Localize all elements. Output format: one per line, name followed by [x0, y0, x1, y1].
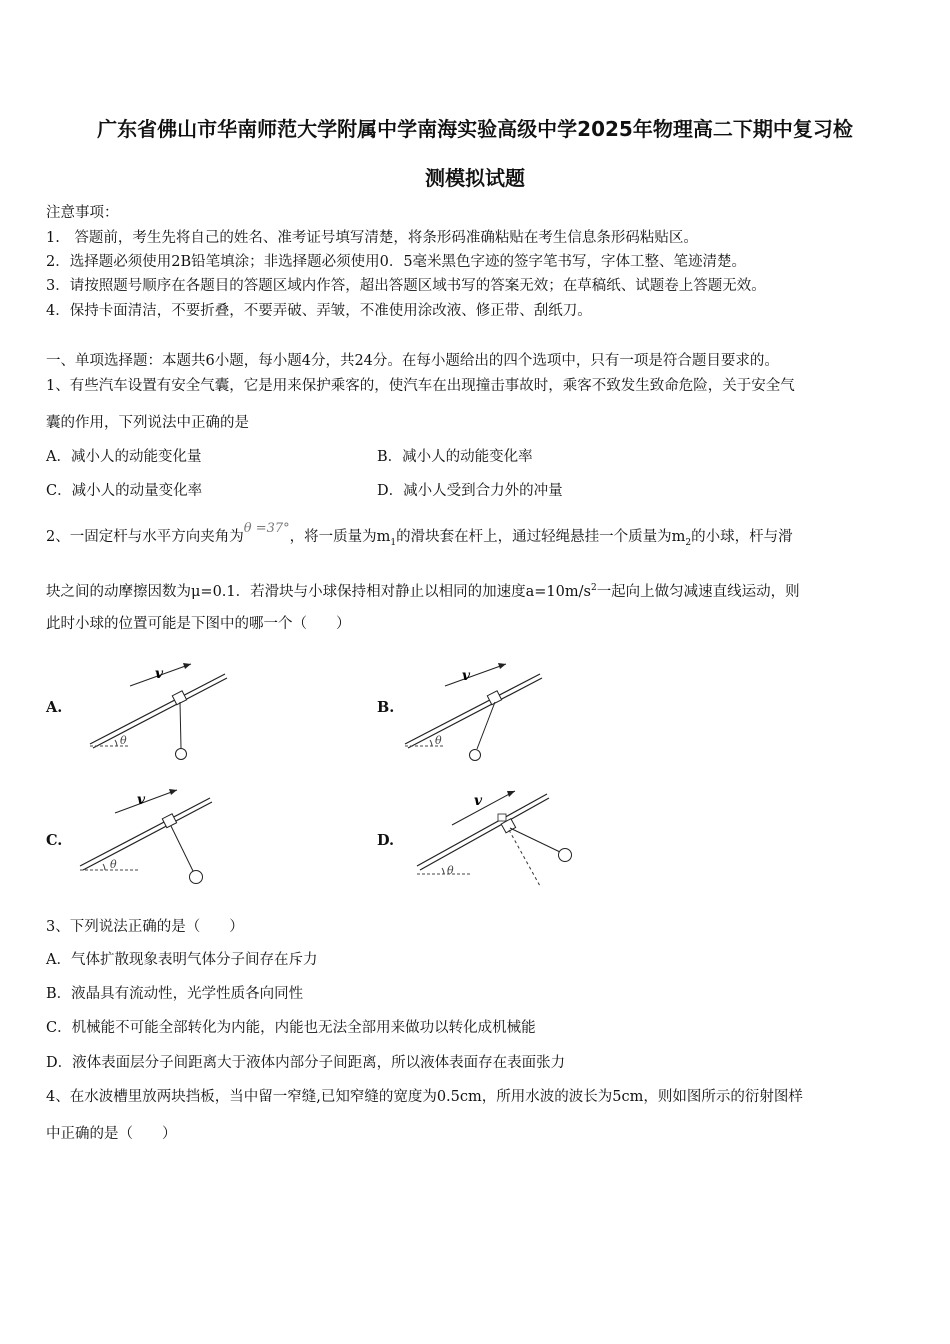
q2-stem-text-e: 块之间的动摩擦因数为μ=0.1．若滑块与小球保持相对静止以相同的加速度a=10m/s [46, 583, 591, 600]
theta-expression: θ =37° [243, 521, 290, 536]
q2-stem-line2 [46, 578, 800, 602]
q2-sup: 2 [590, 583, 597, 593]
q1-option-d: D．减小人受到合力外的冲量 [377, 483, 563, 499]
theta-label: θ [120, 734, 127, 747]
notice-item-1: 1. 答题前，考生先将自己的姓名、准考证号填写清楚，将条形码准确粘贴在考生信息条形码粘贴区。 [46, 230, 698, 246]
q2-stem-text-b: ，将一质量为m [289, 529, 391, 545]
page-title-line1: 广东省佛山市华南师范大学附属中学南海实验高级中学2025年物理高二下期中复习检 [97, 117, 853, 141]
q2-stem-text-c: 的滑块套在杆上，通过轻绳悬挂一个质量为m [396, 529, 686, 545]
q1-option-a: A．减小人的动能变化量 [46, 449, 202, 465]
v-label: v [137, 792, 146, 808]
v-label: v [462, 668, 471, 684]
q2-stem-line1 [46, 521, 793, 553]
q1-stem-line1: 1、有些汽车设置有安全气囊，它是用来保护乘客的，使汽车在出现撞击事故时，乘客不致发生致命危险，关于安全气 [46, 378, 795, 394]
q3-option-b: B．液晶具有流动性，光学性质各向同性 [46, 986, 304, 1002]
q2-sub-2: 2 [685, 537, 692, 548]
q1-stem-line2: 囊的作用，下列说法中正确的是 [46, 415, 249, 431]
theta-label: θ [435, 734, 442, 747]
notice-item-2: 2．选择题必须使用2B铅笔填涂；非选择题必须使用0．5毫米黑色字迹的签字笔书写，字体工整、笔迹清楚。 [46, 254, 747, 270]
v-label: v [155, 666, 164, 682]
fig-label-a: A. [46, 699, 63, 716]
theta-label: θ [110, 858, 117, 871]
notice-item-3: 3．请按照题号顺序在各题目的答题区域内作答，超出答题区域书写的答案无效；在草稿纸、试题卷上答题无效。 [46, 278, 766, 294]
v-label: v [474, 793, 483, 809]
fig-label-d: D. [377, 832, 395, 849]
notice-heading: 注意事项： [46, 205, 119, 221]
theta-label: θ [447, 864, 454, 877]
figure-c [75, 788, 225, 893]
q1-option-b: B．减小人的动能变化率 [377, 449, 533, 465]
q4-stem-line1: 4、在水波槽里放两块挡板，当中留一窄缝,已知窄缝的宽度为0.5cm，所用水波的波长为5cm，则如图所示的衍射图样 [46, 1089, 803, 1105]
q2-stem-line3: 此时小球的位置可能是下图中的哪一个（ ） [46, 616, 351, 632]
figure-b [400, 660, 550, 765]
section-heading: 一、单项选择题：本题共6小题，每小题4分，共24分。在每小题给出的四个选项中，只有一项是符合题目要求的。 [46, 353, 779, 369]
q3-option-d: D．液体表面层分子间距离大于液体内部分子间距离，所以液体表面存在表面张力 [46, 1055, 566, 1071]
q1-option-c: C．减小人的动量变化率 [46, 483, 203, 499]
page-title-line2: 测模拟试题 [425, 166, 525, 190]
notice-item-4: 4．保持卡面清洁，不要折叠，不要弄破、弄皱，不准使用涂改液、修正带、刮纸刀。 [46, 303, 592, 319]
q2-stem-text-d: 的小球，杆与滑 [691, 529, 793, 545]
q3-stem: 3、下列说法正确的是（ ） [46, 919, 244, 935]
q3-option-a: A．气体扩散现象表明气体分子间存在斥力 [46, 952, 318, 968]
q2-stem-text-a: 2、一固定杆与水平方向夹角为 [46, 529, 244, 545]
figure-d [412, 788, 582, 893]
fig-label-b: B. [377, 699, 395, 716]
fig-label-c: C. [46, 832, 63, 849]
q4-stem-line2: 中正确的是（ ） [46, 1126, 177, 1142]
q3-option-c: C．机械能不可能全部转化为内能，内能也无法全部用来做功以转化成机械能 [46, 1020, 536, 1036]
q2-sub-1: 1 [390, 537, 397, 548]
q2-stem-text-f: 一起向上做匀减速直线运动，则 [596, 583, 800, 600]
figure-a [85, 660, 235, 765]
